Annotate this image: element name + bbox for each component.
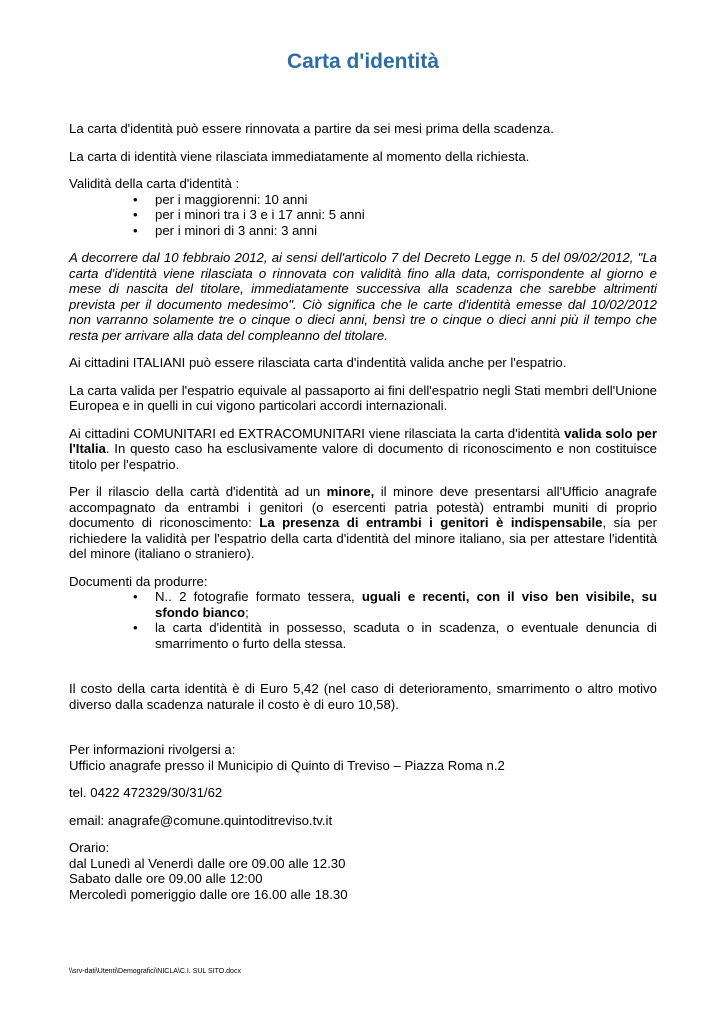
document-body — [69, 121, 657, 902]
validity-intro: Validità della carta d'identità : — [69, 176, 240, 191]
hours-line: Sabato dalle ore 09.00 alle 12:00 — [69, 871, 263, 886]
hours-line: dal Lunedì al Venerdì dalle ore 09.00 alle 12.30 — [69, 855, 346, 871]
text-span: , sia per richiedere la validità per l'espatrio della carta d'identità del minore italiano, sia per attestare l'identità del minore (italiano o straniero). — [69, 515, 657, 561]
bold-span: minore, — [326, 484, 375, 499]
hours-label: Orario: — [69, 840, 110, 855]
documents-list — [69, 589, 657, 651]
paragraph-decree: A decorrere dal 10 febbraio 2012, ai sensi dell'articolo 7 del Decreto Legge n. 5 del 09/02/2012, "La carta d'identità viene rilasciata o rinnovata con validità fino alla data, corrispondente al giorno e mese di nascita del titolare, immediatamente successiva alla scadenza che sarebbe altrimenti prevista per il documento medesimo". Ciò significa che le carte d'identità emesse dal 10/02/2012 non varranno solamente tre o cinque o dieci anni, bensì tre o cinque o dieci anni più il tempo che resta per arrivare alla data del compleanno del titolare. — [69, 250, 657, 343]
list-item: • per i minori tra i 3 e i 17 anni: 5 anni — [69, 207, 657, 223]
paragraph-issuance: La carta di identità viene rilasciata immediatamente al momento della richiesta. — [69, 148, 530, 164]
paragraph-comunitari — [69, 426, 657, 473]
text-span: Per il rilascio della cartà d'identità ad un — [69, 484, 327, 499]
text-span: ; — [245, 604, 249, 620]
paragraph-renewal: La carta d'identità può essere rinnovata a partire da sei mesi prima della scadenza. — [69, 121, 554, 136]
list-item: • per i maggiorenni: 10 anni — [69, 192, 657, 208]
text-span: il minore deve presentarsi all'Ufficio anagrafe accompagnato da entrambi i genitori (o esercenti patria potestà) entrambi muniti di proprio documento di riconoscimento: — [69, 484, 657, 530]
paragraph-italiani: Ai cittadini ITALIANI può essere rilasciata carta d'indentità valida anche per l'espatrio. — [69, 355, 567, 370]
paragraph-espatrio: La carta valida per l'espatrio equivale al passaporto ai fini dell'espatrio negli Stati membri dell'Unione Europea e in quelli in cui vigono particolari accordi internazionali. — [69, 382, 657, 413]
hours-line: Mercoledì pomeriggio dalle ore 16.00 alle 18.30 — [69, 886, 348, 902]
bold-span: valida solo per l'Italia — [69, 425, 657, 456]
bold-span: uguali e recenti, con il viso ben visibile, su sfondo bianco — [155, 589, 658, 620]
email-address: email: anagrafe@comune.quintoditreviso.tv.it — [69, 812, 333, 828]
text-span: . In questo caso ha esclusivamente valore di documento di riconoscimento e non costituisce titolo per l'espatrio. — [69, 441, 657, 472]
page-title: Carta d'identità — [286, 50, 439, 73]
validity-list — [69, 192, 657, 239]
footer-file-path: \\srv-dati\Utenti\Demografici\NICLA\C.I. SUL SITO.docx — [69, 968, 241, 975]
paragraph-cost: Il costo della carta identità è di Euro 5,42 (nel caso di deterioramento, smarrimento o altro motivo diverso dalla scadenza naturale il costo è di euro 10,58). — [69, 681, 657, 712]
info-line-2: Ufficio anagrafe presso il Municipio di Quinto di Treviso – Piazza Roma n.2 — [69, 757, 505, 773]
documents-intro: Documenti da produrre: — [69, 573, 208, 589]
bold-span: La presenza di entrambi i genitori è indispensabile — [259, 515, 603, 530]
info-line-1: Per informazioni rivolgersi a: — [69, 742, 236, 757]
list-item: • la carta d'identità in possesso, scaduta o in scadenza, o eventuale denuncia di smarrimento o furto della stessa. — [69, 620, 657, 651]
list-item: • per i minori di 3 anni: 3 anni — [69, 223, 657, 239]
paragraph-minore — [69, 484, 657, 562]
text-span: Ai cittadini COMUNITARI ed EXTRACOMUNITARI viene rilasciata la carta d'identità — [69, 425, 565, 441]
phone-number: tel. 0422 472329/30/31/62 — [69, 785, 223, 800]
list-item — [69, 589, 657, 620]
text-span: N.. 2 fotografie formato tessera, — [155, 589, 362, 604]
